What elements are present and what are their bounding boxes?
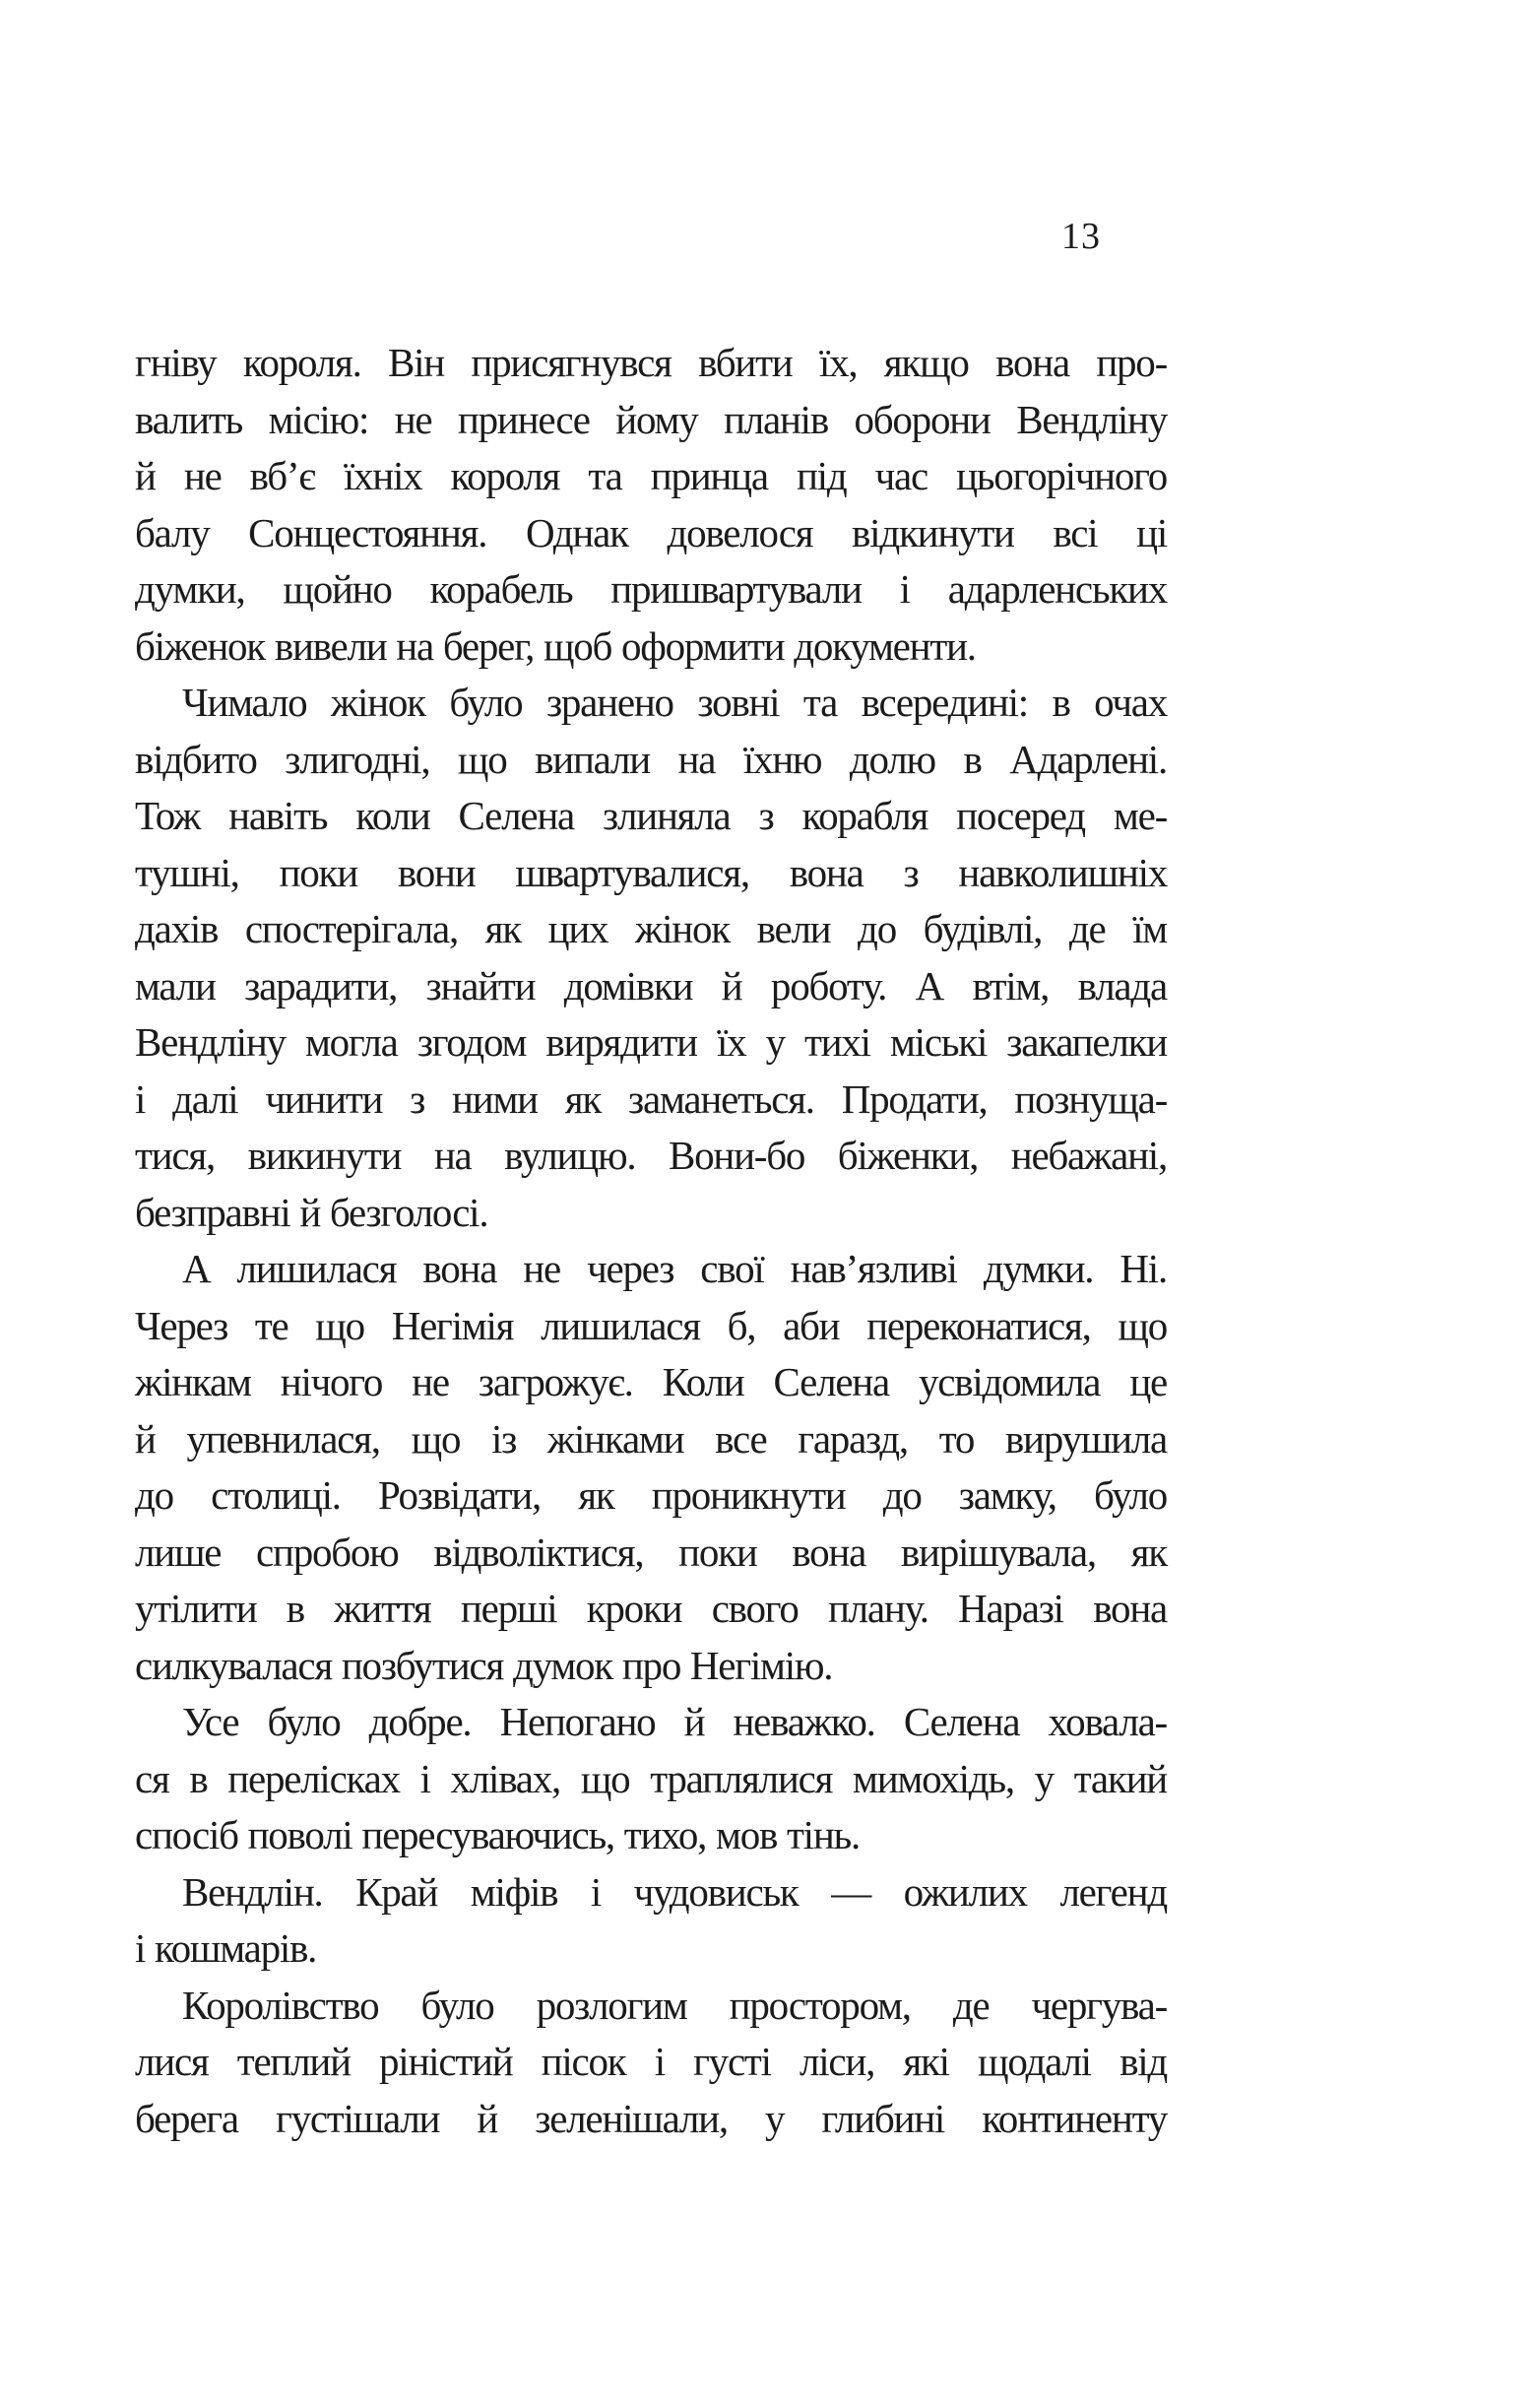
- text-line: балу Сонцестояння. Однак довелося відкинути всі ці: [135, 509, 1167, 555]
- text-line: до столиці. Розвідати, як проникнути до замку, було: [135, 1472, 1167, 1518]
- text-line: Через те що Негімія лишилася б, аби переконатися, що: [135, 1302, 1167, 1348]
- book-paragraph: [135, 1978, 1167, 2148]
- text-line: гніву короля. Він присягнувся вбити їх, якщо вона про-: [135, 340, 1167, 385]
- text-line: жінкам нічого не загрожує. Коли Селена усвідомила це: [135, 1359, 1167, 1404]
- page-text: [135, 335, 1167, 2147]
- text-line: й упевнилася, що із жінками все гаразд, то вирушила: [135, 1415, 1167, 1462]
- text-line: ся в перелісках і хлівах, що траплялися мимохідь, у такий: [135, 1755, 1167, 1801]
- text-line: силкувалася позбутися думок про Негімію.: [135, 1642, 833, 1688]
- text-line: берега густішали й зеленішали, у глибині континенту: [135, 2095, 1167, 2141]
- text-line: А лишилася вона не через свої нав’язливі думки. Ні.: [182, 1246, 1167, 1291]
- text-line: тушні, поки вони швартувалися, вона з навколишніх: [135, 849, 1167, 895]
- text-line: безправні й безголосі.: [135, 1189, 488, 1235]
- text-line: Тож навіть коли Селена злиняла з корабля посеред ме-: [135, 793, 1167, 838]
- text-line: Королівство було розлогим простором, де чергува-: [182, 1982, 1167, 2028]
- text-line: мали зарадити, знайти домівки й роботу. А втім, влада: [135, 962, 1167, 1009]
- text-line: і далі чинити з ними як заманеться. Продати, познуща-: [135, 1075, 1167, 1122]
- book-paragraph: [135, 675, 1167, 1241]
- book-paragraph: [135, 1864, 1167, 1978]
- text-line: Усе було добре. Непогано й неважко. Селена ховала-: [182, 1699, 1167, 1744]
- book-paragraph: [135, 1241, 1167, 1694]
- text-line: відбито злигодні, що випали на їхню долю в Адарлені.: [135, 736, 1167, 782]
- text-line: утілити в життя перші кроки свого плану. Наразі вона: [135, 1586, 1167, 1631]
- text-line: дахів спостерігала, як цих жінок вели до будівлі, де їм: [135, 906, 1167, 951]
- page-number: 13: [1061, 216, 1101, 257]
- text-line: Вендліну могла згодом вирядити їх у тихі міські закапелки: [135, 1019, 1167, 1065]
- text-line: валить місію: не принесе йому планів оборони Вендліну: [135, 396, 1167, 442]
- text-line: й не вб’є їхніх короля та принца під час цьогорічного: [135, 453, 1167, 498]
- text-line: думки, щойно корабель пришвартували і адарленських: [135, 566, 1167, 612]
- text-line: біженок вивели на берег, щоб оформити документи.: [135, 622, 976, 669]
- text-line: лише спробою відволіктися, поки вона вирішувала, як: [135, 1529, 1167, 1575]
- text-line: лися теплий ріністий пісок і густі ліси, які щодалі від: [135, 2039, 1167, 2084]
- book-paragraph: [135, 1694, 1167, 1864]
- text-line: Вендлін. Край міфів і чудовиськ — ожилих легенд: [182, 1868, 1167, 1915]
- text-line: спосіб поволі пересуваючись, тихо, мов тінь.: [135, 1812, 861, 1857]
- text-line: тися, викинути на вулицю. Вони-бо біженки, небажані,: [135, 1133, 1167, 1178]
- book-paragraph: [135, 335, 1167, 675]
- text-line: Чимало жінок було зранено зовні та всередині: в очах: [182, 680, 1167, 725]
- text-line: і кошмарів.: [135, 1925, 317, 1971]
